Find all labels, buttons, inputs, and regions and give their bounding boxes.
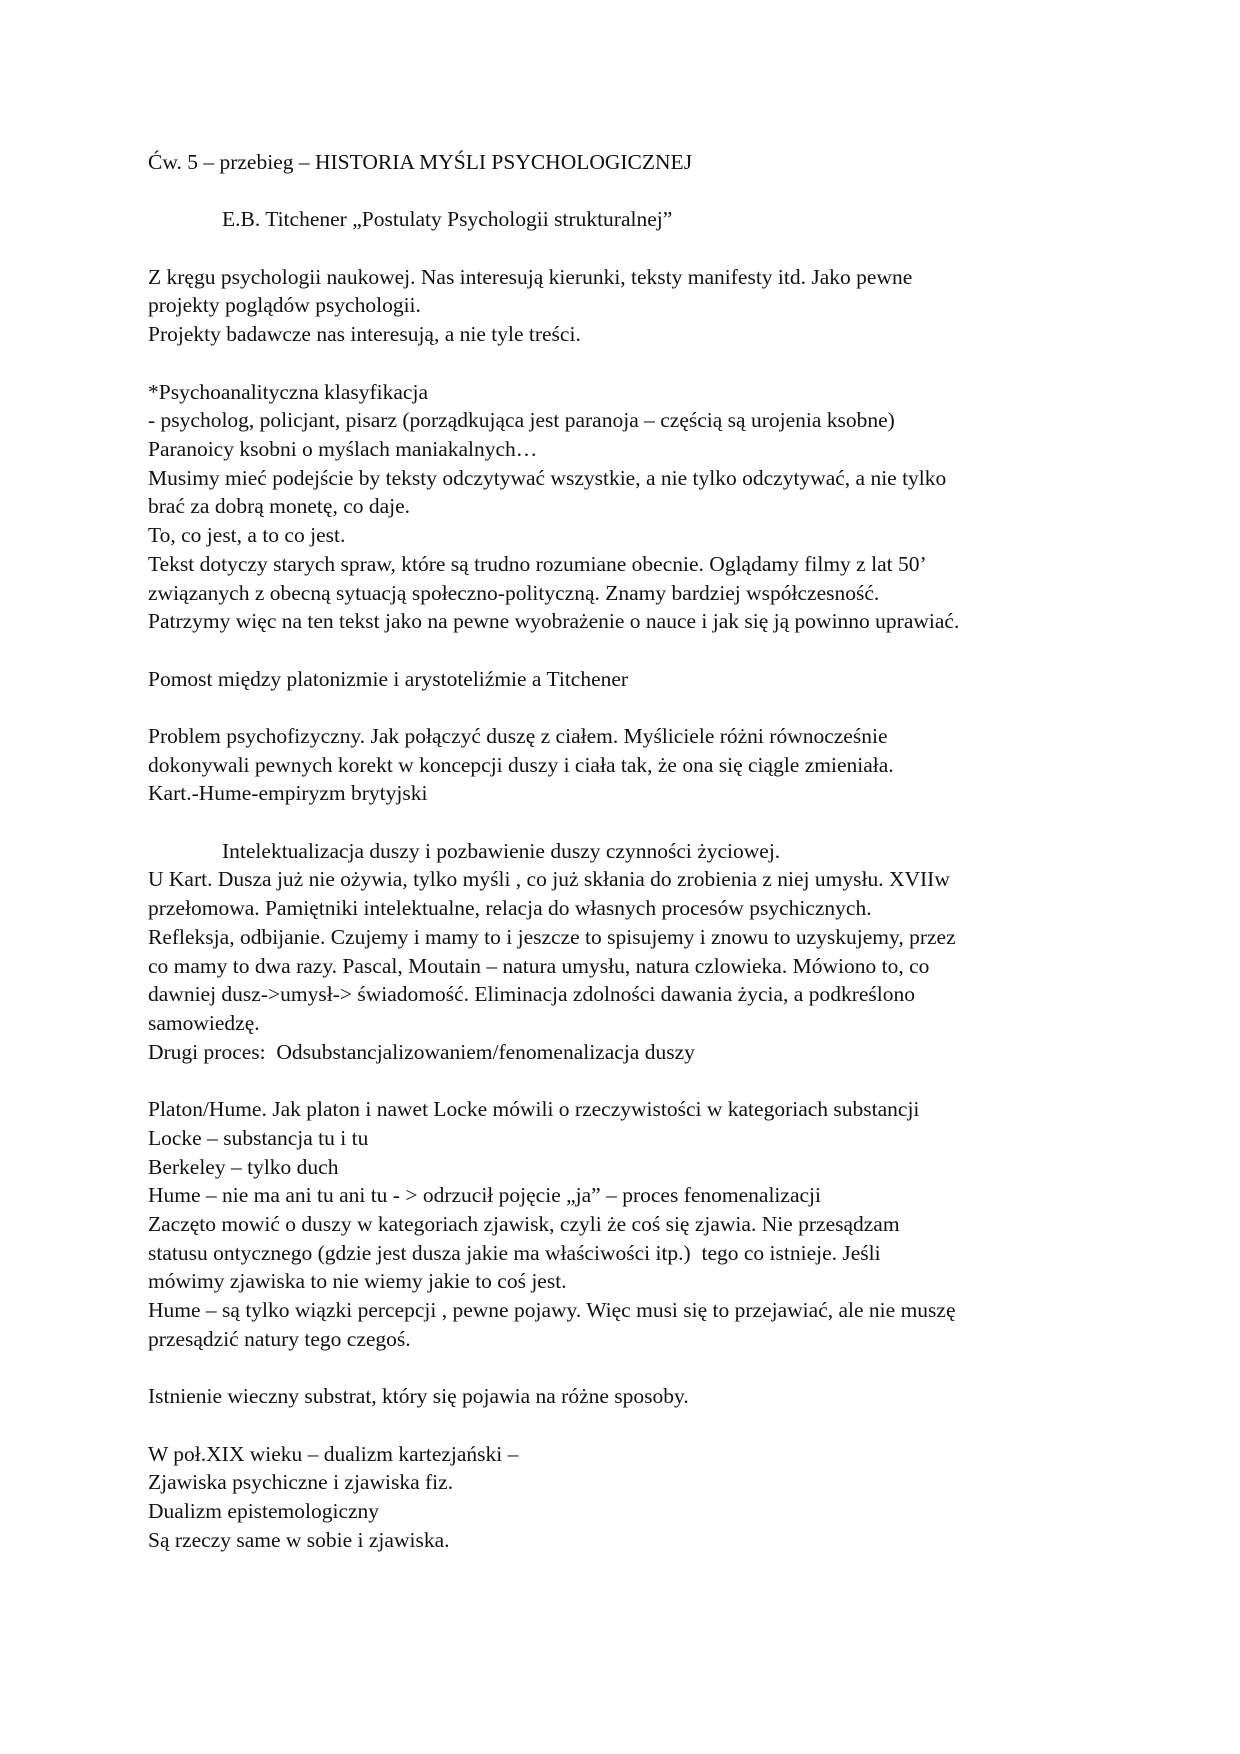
text-line: Refleksja, odbijanie. Czujemy i mamy to i jeszcze to spisujemy i znowu to uzyskujemy, przez xyxy=(148,924,956,949)
spacer xyxy=(148,1066,1108,1095)
document-title: Ćw. 5 – przebieg – HISTORIA MYŚLI PSYCHOLOGICZNEJ xyxy=(148,150,693,174)
paragraph-1 xyxy=(148,263,1108,349)
document-subtitle: E.B. Titchener „Postulaty Psychologii strukturalnej” xyxy=(222,207,673,232)
text-line: Zaczęto mowić o duszy w kategoriach zjawisk, czyli że coś się zjawia. Nie przesądzam xyxy=(148,1211,900,1236)
paragraph-6 xyxy=(148,1095,1108,1353)
text-line: *Psychoanalityczna klasyfikacja xyxy=(148,379,428,404)
text-line: statusu ontycznego (gdzie jest dusza jakie ma właściwości itp.) tego co istnieje. Jeśli xyxy=(148,1240,881,1265)
paragraph-5 xyxy=(148,865,1108,1066)
text-line: Projekty badawcze nas interesują, a nie tyle treści. xyxy=(148,322,581,347)
text-line: Z kręgu psychologii naukowej. Nas interesują kierunki, teksty manifesty itd. Jako pewne xyxy=(148,264,913,289)
spacer xyxy=(148,636,1108,665)
text-line: Dualizm epistemologiczny xyxy=(148,1498,380,1523)
paragraph-4 xyxy=(148,722,1108,808)
text-line: Tekst dotyczy starych spraw, które są trudno rozumiane obecnie. Oglądamy filmy z lat 50’ xyxy=(148,551,927,576)
spacer xyxy=(148,1353,1108,1382)
text-line: Hume – nie ma ani tu ani tu - > odrzucił pojęcie „ja” – proces fenomenalizacji xyxy=(148,1183,821,1208)
spacer xyxy=(148,234,1108,263)
text-line: związanych z obecną sytuacją społeczno-polityczną. Znamy bardziej współczesność. xyxy=(148,580,880,605)
text-line: przełomowa. Pamiętniki intelektualne, relacja do własnych procesów psychicznych. xyxy=(148,896,872,921)
text-line: Problem psychofizyczny. Jak połączyć duszę z ciałem. Myśliciele różni równocześnie xyxy=(148,723,888,748)
text-line: mówimy zjawiska to nie wiemy jakie to coś jest. xyxy=(148,1269,567,1294)
text-line: Musimy mieć podejście by teksty odczytywać wszystkie, a nie tylko odczytywać, a nie tylko xyxy=(148,465,947,490)
text-line: brać za dobrą monetę, co daje. xyxy=(148,494,411,519)
spacer xyxy=(148,693,1108,722)
document-body xyxy=(148,148,1108,1554)
text-line: To, co jest, a to co jest. xyxy=(148,523,346,548)
text-line: samowiedzę. xyxy=(148,1011,260,1035)
text-line: U Kart. Dusza już nie ożywia, tylko myśli , co już skłania do zrobienia z niej umysłu. XVIIw xyxy=(148,867,950,892)
text-line: co mamy to dwa razy. Pascal, Moutain – natura umysłu, natura czlowieka. Mówiono to, co xyxy=(148,953,930,978)
text-line: Istnienie wieczny substrat, który się pojawia na różne sposoby. xyxy=(148,1384,689,1409)
text-line: Pomost między platonizmie i arystoteliźmie a Titchener xyxy=(148,666,629,691)
text-line: Platon/Hume. Jak platon i nawet Locke mówili o rzeczywistości w kategoriach substancji xyxy=(148,1097,920,1122)
spacer xyxy=(148,808,1108,837)
text-line: dokonywali pewnych korekt w koncepcji duszy i ciała tak, że ona się ciągle zmieniała. xyxy=(148,752,894,777)
spacer xyxy=(148,1411,1108,1440)
text-line: Hume – są tylko wiązki percepcji , pewne pojawy. Więc musi się to przejawiać, ale nie muszę xyxy=(148,1298,956,1323)
text-line: Zjawiska psychiczne i zjawiska fiz. xyxy=(148,1470,454,1495)
section-heading: Intelektualizacja duszy i pozbawienie duszy czynności życiowej. xyxy=(222,838,781,863)
text-line: dawniej dusz->umysł-> świadomość. Eliminacja zdolności dawania życia, a podkreślono xyxy=(148,982,915,1007)
text-line: Locke – substancja tu i tu xyxy=(148,1125,369,1150)
text-line: przesądzić natury tego czegoś. xyxy=(148,1326,411,1351)
text-line: Berkeley – tylko duch xyxy=(148,1154,339,1179)
text-line: projekty poglądów psychologii. xyxy=(148,293,421,318)
text-line: Drugi proces: Odsubstancjalizowaniem/fenomenalizacja duszy xyxy=(148,1039,695,1064)
text-line: - psycholog, policjant, pisarz (porządkująca jest paranoja – częścią są urojenia ksobne) xyxy=(148,408,895,433)
text-line: Patrzymy więc na ten tekst jako na pewne wyobrażenie o nauce i jak się ją powinno uprawiać. xyxy=(148,609,960,634)
paragraph-8 xyxy=(148,1440,1108,1555)
paragraph-3 xyxy=(148,665,1108,694)
text-line: W poł.XIX wieku – dualizm kartezjański – xyxy=(148,1441,519,1466)
paragraph-2 xyxy=(148,378,1108,636)
text-line: Paranoicy ksobni o myślach maniakalnych… xyxy=(148,436,538,461)
paragraph-7 xyxy=(148,1382,1108,1411)
spacer xyxy=(148,349,1108,378)
spacer xyxy=(148,177,1108,206)
text-line: Są rzeczy same w sobie i zjawiska. xyxy=(148,1527,450,1552)
text-line: Kart.-Hume-empiryzm brytyjski xyxy=(148,781,428,806)
